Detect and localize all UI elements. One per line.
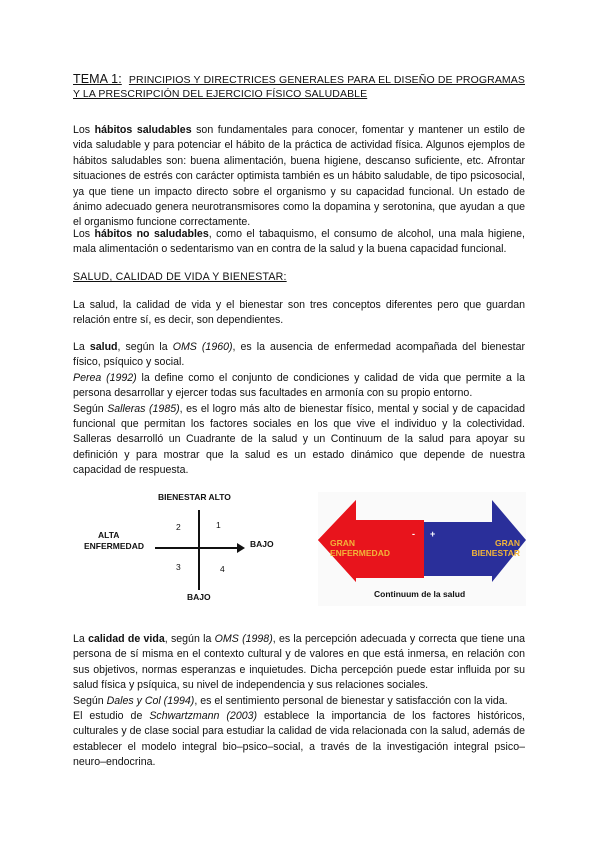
quadrant-bottom-label: BAJO bbox=[187, 592, 211, 602]
quadrant-left-label-2: ENFERMEDAD bbox=[84, 541, 144, 551]
continuum-right-label-1: GRAN bbox=[494, 538, 520, 548]
continuum-left-label bbox=[330, 538, 390, 558]
quadrant-number-3: 3 bbox=[176, 562, 181, 572]
continuum-caption: Continuum de la salud bbox=[374, 589, 466, 599]
topic-number: TEMA 1: bbox=[73, 72, 122, 86]
quadrant-left-label-1: ALTA bbox=[98, 530, 120, 540]
health-quadrant-diagram bbox=[80, 492, 290, 604]
topic-subtitle: PRINCIPIOS Y DIRECTRICES GENERALES PARA EL DISEÑO DE PROGRAMAS Y LA PRESCRIPCIÓN DEL EJERCICIO FÍSICO SALUDABLE bbox=[73, 74, 525, 100]
quadrant-arrow-icon bbox=[237, 543, 245, 553]
quadrant-number-4: 4 bbox=[220, 564, 225, 574]
quadrant-right-label: BAJO bbox=[250, 539, 274, 549]
quality-of-life-paragraph: La calidad de vida, según la OMS (1998), es la percepción adecuada y correcta que tiene una persona de sí misma en el contexto cultural y de valores en que está inmersa, en relación con sus objetivos, normas esperanzas e inquietudes. Dicha percepción puede estar influida por su salud física y psíquica, su nivel de independencia y sus relaciones sociales. Según Dales y Col (1994), es el sentimiento personal de bienestar y satisfacción con la vida. El estudio de Schwartzmann (2003) establece la importancia de los factores históricos, culturales y de clase social para estudiar la calidad de vida relacionada con la salud, además de establecer el modelo integral bio–psico–social, a través de la investigación integral psico–neuro–endocrina. bbox=[73, 633, 526, 769]
unhealthy-habits-paragraph: Los hábitos no saludables, como el tabaquismo, el consumo de alcohol, una mala higiene, mala alimentación o sedentarismo van en contra de la salud y la buena capacidad funcional. bbox=[73, 228, 525, 256]
continuum-right-label bbox=[464, 538, 520, 558]
continuum-left-label-1: GRAN bbox=[330, 538, 356, 548]
minus-sign: - bbox=[412, 529, 415, 539]
continuum-right-label-2: BIENESTAR bbox=[471, 548, 520, 558]
quadrant-number-2: 2 bbox=[176, 522, 181, 532]
quadrant-horizontal-axis bbox=[155, 547, 239, 549]
section-intro-paragraph: La salud, la calidad de vida y el bienestar son tres conceptos diferentes pero que guardan relación entre sí, es decir, son dependientes. bbox=[73, 299, 525, 327]
health-definition-paragraph: La salud, según la OMS (1960), es la ausencia de enfermedad acompañada del bienestar físico, psíquico y social. Perea (1992) la define como el conjunto de condiciones y calidad de vida que permite a la persona desarrollar y ejercer todas sus facultades en armonía con su propio entorno. Según Salleras (1985), es el logro más alto de bienestar físico, mental y social y de capacidad funcional que permitan los factores sociales en los que vive el individuo y la colectividad. Salleras desarrolló un Cuadrante de la salud y un Continuum de la salud para apoyar su definición y para mostrar que la salud es un estado dinámico que depende de nuestra capacidad de respuesta. bbox=[73, 341, 526, 477]
document-title bbox=[73, 72, 525, 101]
quadrant-number-1: 1 bbox=[216, 520, 221, 530]
quadrant-vertical-axis bbox=[198, 510, 200, 590]
quadrant-top-label: BIENESTAR ALTO bbox=[158, 492, 231, 502]
continuum-left-label-2: ENFERMEDAD bbox=[330, 548, 390, 558]
healthy-habits-paragraph: Los hábitos saludables son fundamentales para conocer, fomentar y mantener un estilo de vida saludable y para potenciar el hábito de la práctica de actividad física. Algunos ejemplos de hábitos saludables son: buena alimentación, buena higiene, descanso suficiente, etc. Afrontar situaciones de estrés con carácter optimista también es un hábito saludable, de tipo psicosocial, ya que tiene un impacto directo sobre el organismo y su capacidad funcional. Un estado de ánimo adecuado genera neurotransmisores como la dopamina y serotonina, que ayudan a que el organismo funcione correctamente. bbox=[73, 124, 525, 229]
health-continuum-diagram bbox=[318, 492, 526, 606]
plus-sign: + bbox=[430, 529, 436, 539]
section-heading: SALUD, CALIDAD DE VIDA Y BIENESTAR: bbox=[73, 271, 287, 283]
